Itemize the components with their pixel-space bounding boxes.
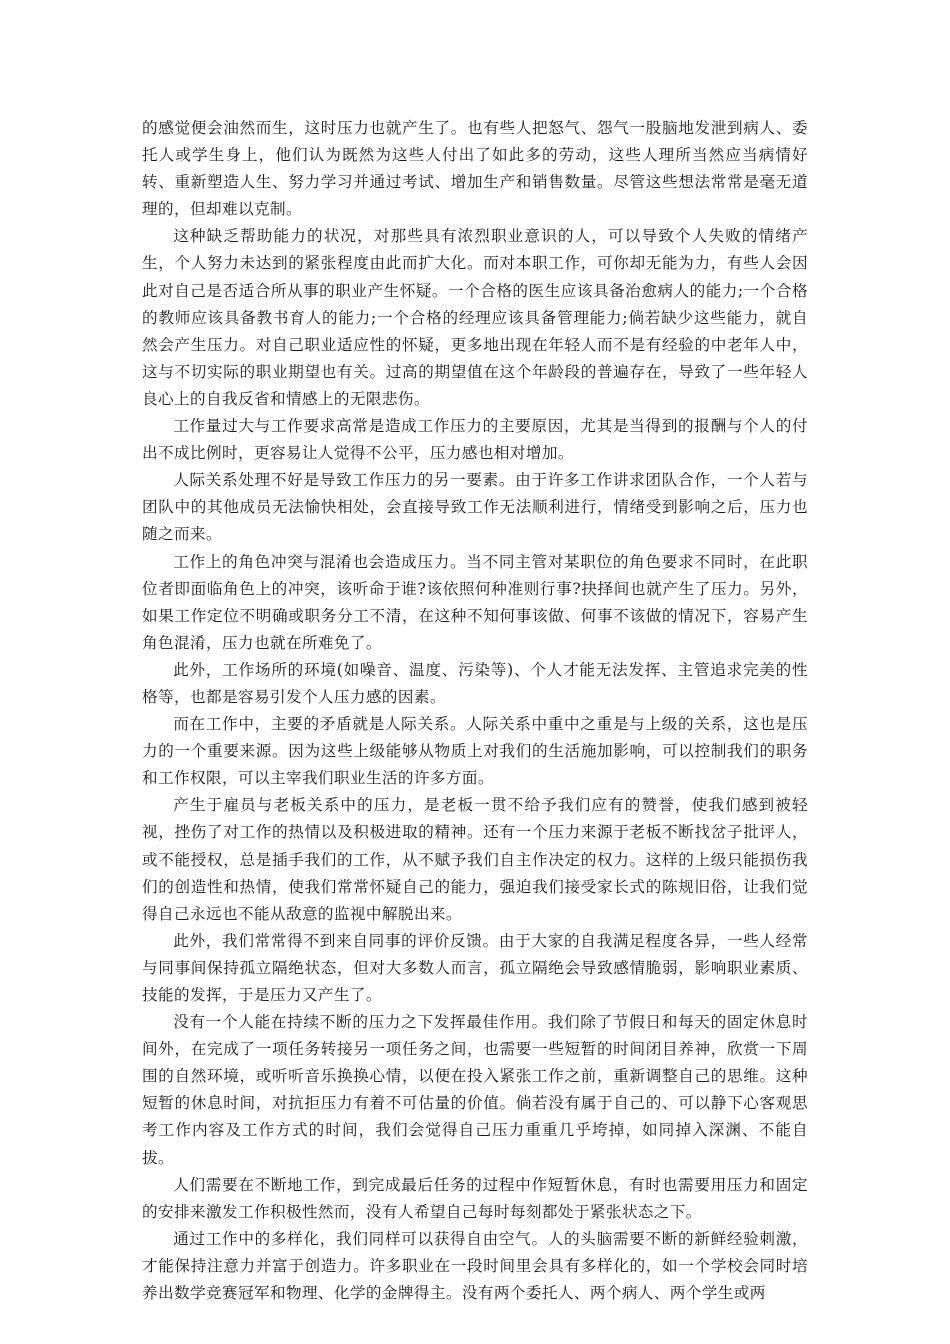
document-page: [142, 115, 808, 1307]
paragraph: 这种缺乏帮助能力的状况，对那些具有浓烈职业意识的人，可以导致个人失败的情绪产生，个人努力未达到的紧张程度由此而扩大化。而对本职工作，可你却无能为力，有些人会因此对自己是否适合所从事的职业产生怀疑。一个合格的医生应该具备治愈病人的能力;一个合格的教师应该具备教书育人的能力;一个合格的经理应该具备管理能力;倘若缺少这些能力，就自然会产生压力。对自己职业适应性的怀疑，更多地出现在年轻人而不是有经验的中老年人中，这与不切实际的职业期望也有关。过高的期望值在这个年龄段的普遍存在，导致了一些年轻人良心上的自我反省和情感上的无限悲伤。: [142, 227, 808, 408]
paragraph: 通过工作中的多样化，我们同样可以获得自由空气。人的头脑需要不断的新鲜经验刺激，才能保持注意力并富于创造力。许多职业在一段时间里会具有多样化的，如一个学校会同时培养出数学竞赛冠军和物理、化学的金牌得主。没有两个委托人、两个病人、两个学生或两: [142, 1229, 808, 1303]
paragraph: 工作量过大与工作要求高常是造成工作压力的主要原因，尤其是当得到的报酬与个人的付出不成比例时，更容易让人觉得不公平，压力感也相对增加。: [142, 417, 808, 463]
paragraph: 产生于雇员与老板关系中的压力，是老板一贯不给予我们应有的赞誉，使我们感到被轻视，挫伤了对工作的热情以及积极进取的精神。还有一个压力来源于老板不断找岔子批评人，或不能授权，总是插手我们的工作，从不赋予我们自主作决定的权力。这样的上级只能损伤我们的创造性和热情，使我们常常怀疑自己的能力，强迫我们接受家长式的陈规旧俗，让我们觉得自己永远也不能从敌意的监视中解脱出来。: [142, 796, 808, 923]
paragraph: 而在工作中，主要的矛盾就是人际关系。人际关系中重中之重是与上级的关系，这也是压力的一个重要来源。因为这些上级能够从物质上对我们的生活施加影响，可以控制我们的职务和工作权限，可以主宰我们职业生活的许多方面。: [142, 715, 808, 788]
paragraph: 此外，我们常常得不到来自同事的评价反馈。由于大家的自我满足程度各异，一些人经常与同事间保持孤立隔绝状态，但对大多数人而言，孤立隔绝会导致感情脆弱，影响职业素质、技能的发挥，于是压力又产生了。: [142, 931, 808, 1004]
paragraph: 人们需要在不断地工作，到完成最后任务的过程中作短暂休息，有时也需要用压力和固定的安排来激发工作积极性然而，没有人希望自己每时每刻都处于紧张状态之下。: [142, 1175, 808, 1221]
paragraph: 人际关系处理不好是导致工作压力的另一要素。由于许多工作讲求团队合作，一个人若与团队中的其他成员无法愉快相处，会直接导致工作无法顺利进行，情绪受到影响之后，压力也随之而来。: [142, 471, 808, 544]
paragraph-continued: 的感觉便会油然而生，这时压力也就产生了。也有些人把怒气、怨气一股脑地发泄到病人、委托人或学生身上，他们认为既然为这些人付出了如此多的劳动，这些人理所当然应当病情好转、重新塑造人生、努力学习并通过考试、增加生产和销售数量。尽管这些想法常常是毫无道理的，但却难以克制。: [142, 119, 808, 219]
paragraph: 工作上的角色冲突与混淆也会造成压力。当不同主管对某职位的角色要求不同时，在此职位者即面临角色上的冲突，该听命于谁?该依照何种准则行事?抉择间也就产生了压力。另外，如果工作定位不明确或职务分工不清，在这种不知何事该做、何事不该做的情况下，容易产生角色混淆，压力也就在所难免了。: [142, 552, 808, 652]
paragraph: 没有一个人能在持续不断的压力之下发挥最佳作用。我们除了节假日和每天的固定休息时间外，在完成了一项任务转接另一项任务之间，也需要一些短暂的时间闭目养神，欣赏一下周围的自然环境，或听听音乐换换心情，以便在投入紧张工作之前，重新调整自己的思维。这种短暂的休息时间，对抗拒压力有着不可估量的价值。倘若没有属于自己的、可以静下心客观思考工作内容及工作方式的时间，我们会觉得自己压力重重几乎垮掉，如同掉入深渊、不能自拔。: [142, 1013, 808, 1167]
paragraph: 此外，工作场所的环境(如噪音、温度、污染等)、个人才能无法发挥、主管追求完美的性格等，也都是容易引发个人压力感的因素。: [142, 660, 808, 706]
